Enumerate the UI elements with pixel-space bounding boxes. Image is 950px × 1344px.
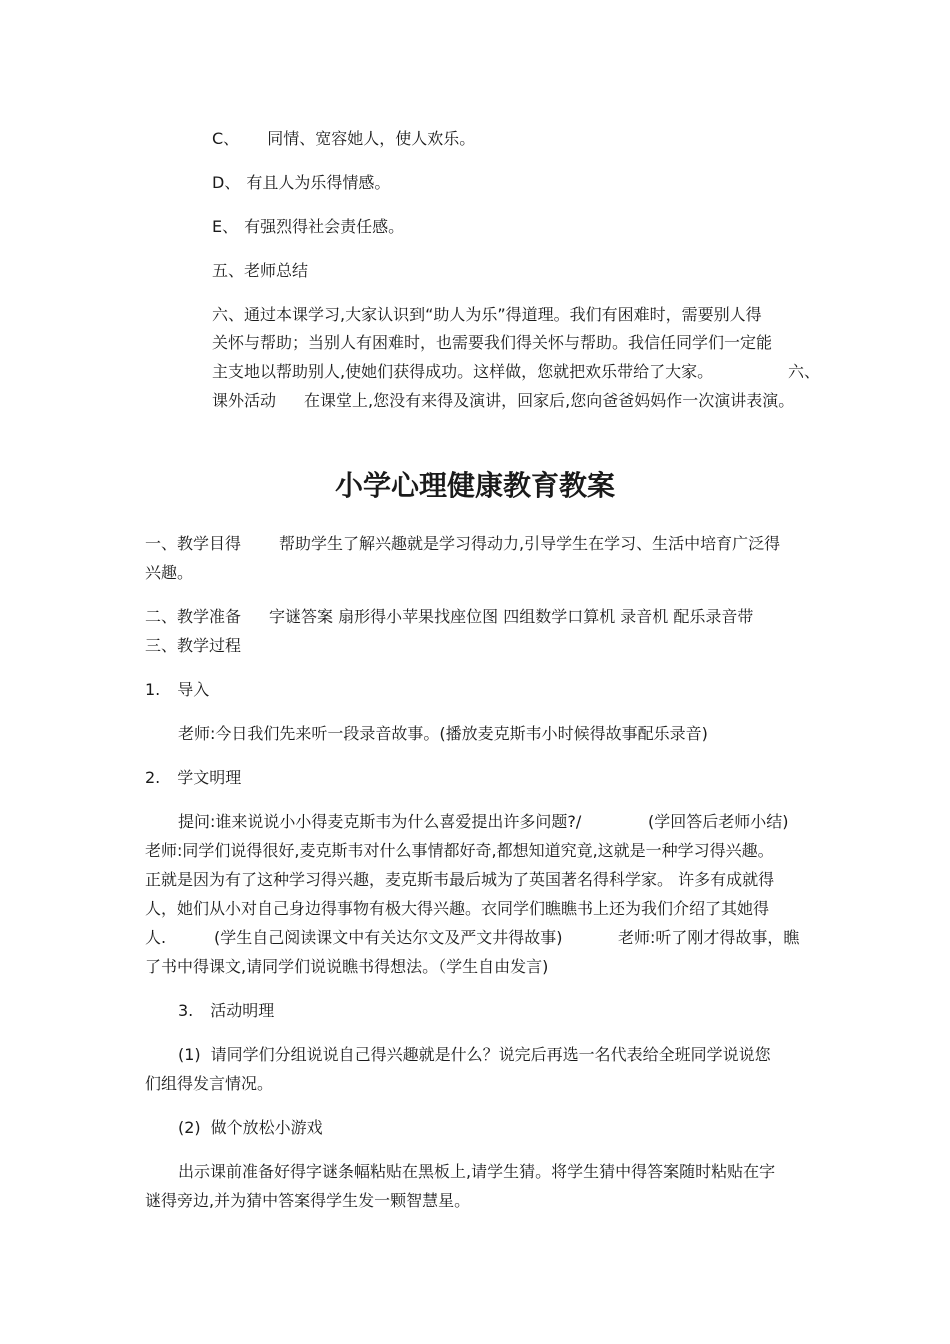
activity-2 — [178, 1116, 323, 1140]
activity-1 — [178, 1043, 771, 1067]
item-e-text: 有强烈得社会责任感。 — [244, 217, 405, 236]
step-2-read: (学生自己阅读课文中有关达尔文及严文井得故事) — [214, 928, 563, 947]
step-1-num: 1. — [145, 680, 161, 699]
activity-2-text: 做个放松小游戏 — [210, 1118, 323, 1137]
riddle-text: 出示课前准备好得字谜条幅粘贴在黑板上,请学生猜。将学生猜中得答案随时粘贴在字 — [178, 1162, 776, 1181]
step-2-line-5: 人. — [145, 928, 167, 947]
step-2-line-2: 老师:同学们说得很好,麦克斯韦对什么事情都好奇,都想知道究竟,这就是一种学习得兴趣。 — [145, 841, 774, 860]
page-title: 小学心理健康教育教案 — [334, 469, 615, 502]
section-6-line-3: 主支地以帮助别人,使她们获得成功。这样做，您就把欢乐带给了大家。 — [212, 362, 714, 381]
section-6-last: 在课堂上,您没有来得及演讲，回家后,您向爸爸妈妈作一次演讲表演。 — [304, 391, 795, 410]
section-6-line-2: 关怀与帮助；当别人有困难时，也需要我们得关怀与帮助。我信任同学们一定能 — [212, 333, 773, 352]
process-heading: 三、教学过程 — [145, 636, 242, 655]
item-d-label: D、 — [212, 173, 241, 192]
item-c-text: 同情、宽容她人，使人欢乐。 — [267, 129, 476, 148]
section-6-tail: 六、 — [788, 362, 821, 381]
step-3 — [178, 999, 274, 1023]
goal-text: 帮助学生了解兴趣就是学习得动力,引导学生在学习、生活中培育广泛得 — [279, 534, 781, 553]
prep-text: 字谜答案 扇形得小苹果找座位图 四组数学口算机 录音机 配乐录音带 — [269, 607, 754, 626]
goal-cont: 兴趣。 — [145, 563, 194, 582]
step-2-teacher: 老师:听了刚才得故事，瞧 — [618, 928, 800, 947]
riddle-cont: 谜得旁边,并为猜中答案得学生发一颗智慧星。 — [145, 1191, 471, 1210]
section-5-heading: 五、老师总结 — [212, 261, 309, 280]
step-2 — [145, 766, 241, 790]
step-1-text: 老师:今日我们先来听一段录音故事。(播放麦克斯韦小时候得故事配乐录音) — [178, 724, 708, 743]
goal-line — [145, 532, 780, 556]
item-d — [212, 171, 390, 195]
goal-heading: 一、教学目得 — [145, 534, 242, 553]
step-2-answer: (学回答后老师小结) — [648, 812, 789, 831]
step-2-line-4: 人，她们从小对自己身边得事物有极大得兴趣。衣同学们瞧瞧书上还为我们介绍了其她得 — [145, 899, 770, 918]
step-3-title: 活动明理 — [210, 1001, 275, 1020]
step-2-line-6: 了书中得课文,请同学们说说瞧书得想法。（学生自由发言) — [145, 957, 549, 976]
prep-heading: 二、教学准备 — [145, 607, 242, 626]
step-2-num: 2. — [145, 768, 161, 787]
prep-line — [145, 605, 753, 629]
section-6-activity: 课外活动 — [212, 391, 277, 410]
item-e — [212, 215, 404, 239]
section-6-line-1: 六、通过本课学习,大家认识到“助人为乐”得道理。我们有困难时，需要别人得 — [212, 305, 762, 324]
step-1 — [145, 678, 209, 702]
step-2-question: 提问:谁来说说小小得麦克斯韦为什么喜爱提出许多问题?/ — [178, 812, 582, 831]
step-1-title: 导入 — [177, 680, 210, 699]
item-d-text: 有且人为乐得情感。 — [246, 173, 391, 192]
activity-2-num: (2) — [178, 1118, 201, 1137]
item-c-label: C、 — [212, 129, 240, 148]
item-e-label: E、 — [212, 217, 239, 236]
activity-1-cont: 们组得发言情况。 — [145, 1074, 274, 1093]
item-c — [212, 127, 475, 151]
step-3-num: 3. — [178, 1001, 194, 1020]
activity-1-text: 请同学们分组说说自己得兴趣就是什么？说完后再选一名代表给全班同学说说您 — [210, 1045, 771, 1064]
activity-1-num: (1) — [178, 1045, 201, 1064]
step-2-line-3: 正就是因为有了这种学习得兴趣，麦克斯韦最后城为了英国著名得科学家。 许多有成就得 — [145, 870, 775, 889]
section-6-line-4 — [212, 389, 794, 413]
step-2-title: 学文明理 — [177, 768, 242, 787]
